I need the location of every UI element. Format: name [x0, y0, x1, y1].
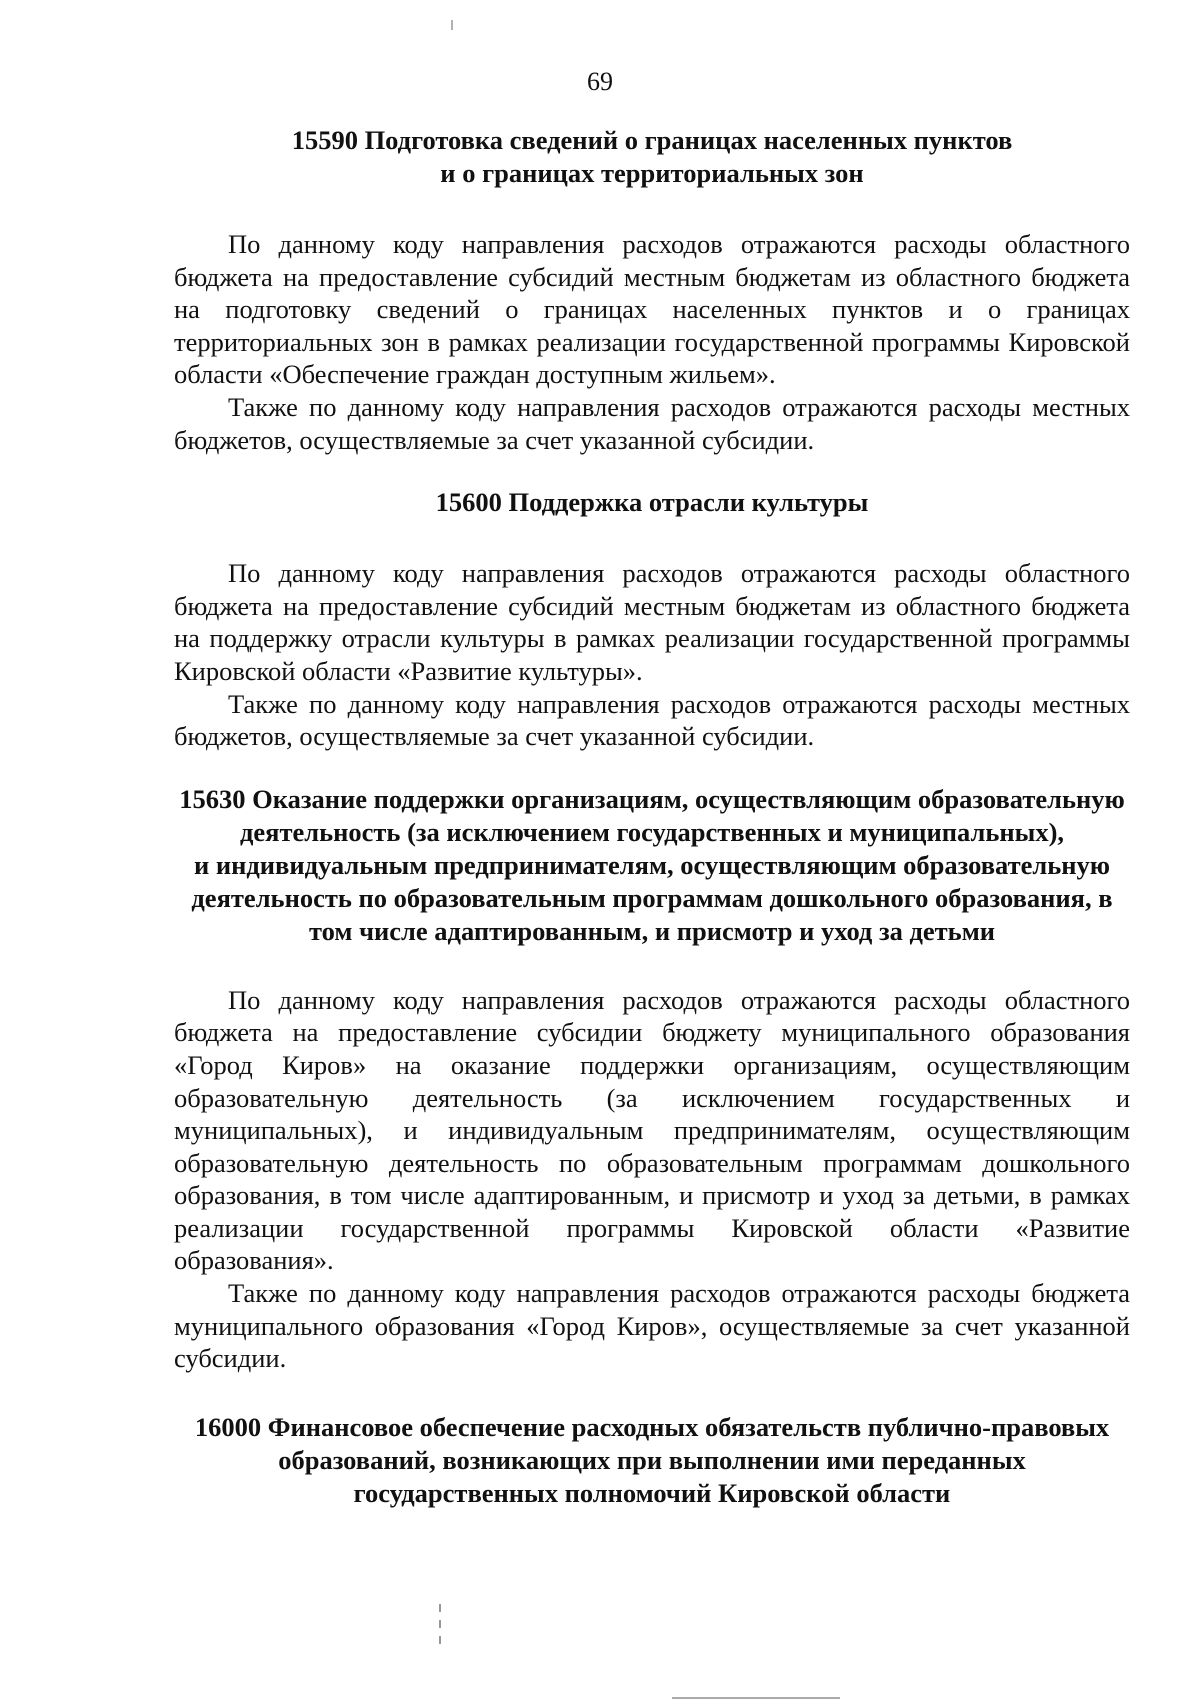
heading-line: 16000 Финансовое обеспечение расходных обязательств публично-правовых	[194, 1411, 1110, 1442]
section-heading	[174, 783, 1130, 948]
heading-line: деятельность по образовательным программам дошкольного образования, в	[191, 882, 1113, 913]
section-heading	[174, 124, 1130, 190]
heading-line: 15600 Поддержка отрасли культуры	[435, 487, 869, 518]
section-15630	[174, 783, 1130, 1375]
section-15600	[174, 486, 1130, 753]
section-15590	[174, 124, 1130, 456]
paragraph: Также по данному коду направления расходов отражаются расходы местных бюджетов, осуществляемые за счет указанной субсидии.	[174, 688, 1130, 752]
section-heading	[174, 486, 1130, 519]
document-body	[174, 124, 1130, 1510]
heading-line: 15630 Оказание поддержки организациям, осуществляющим образовательную	[179, 783, 1125, 814]
section-16000	[174, 1411, 1130, 1510]
paragraph: Также по данному коду направления расходов отражаются расходы местных бюджетов, осуществляемые за счет указанной субсидии.	[174, 391, 1130, 455]
heading-line: и индивидуальным предпринимателям, осуществляющим образовательную	[193, 849, 1111, 880]
heading-line: 15590 Подготовка сведений о границах населенных пунктов	[291, 125, 1013, 155]
heading-line: государственных полномочий Кировской области	[353, 1477, 951, 1508]
heading-line: деятельность (за исключением государственных и муниципальных),	[239, 816, 1065, 847]
heading-line: том числе адаптированным, и присмотр и уход за детьми	[308, 915, 996, 946]
paragraph: Также по данному коду направления расходов отражаются расходы бюджета муниципального образования «Город Киров», осуществляемые за счет указанной субсидии.	[174, 1278, 1130, 1374]
paragraph: По данному коду направления расходов отражаются расходы областного бюджета на предоставление субсидий местным бюджетам из областного бюджета на поддержку отрасли культуры в рамках реализации государственной программы Кировской области «Развитие культуры».	[174, 558, 1130, 686]
paragraph: По данному коду направления расходов отражаются расходы областного бюджета на предоставление субсидий местным бюджетам из областного бюджета на подготовку сведений о границах населенных пунктов и о границах территориальных зон в рамках реализации государственной программы Кировской области «Обеспечение граждан доступным жильем».	[174, 229, 1130, 390]
paragraph: По данному коду направления расходов отражаются расходы областного бюджета на предоставление субсидии бюджету муниципального образования «Город Киров» на оказание поддержки организациям, осуществляющим образовательную деятельность (за исключением государственных и муниципальных), и индивидуальным предпринимателям, осуществляющим образовательную деятельность по образовательным программам дошкольного образования, в том числе адаптированным, и присмотр и уход за детьми, в рамках реализации государственной программы Кировской области «Развитие образования».	[174, 984, 1130, 1276]
section-heading	[174, 1411, 1130, 1510]
heading-line: и о границах территориальных зон	[440, 158, 864, 188]
heading-line: образований, возникающих при выполнении ими переданных	[278, 1444, 1026, 1475]
page-number: 69	[587, 67, 613, 96]
